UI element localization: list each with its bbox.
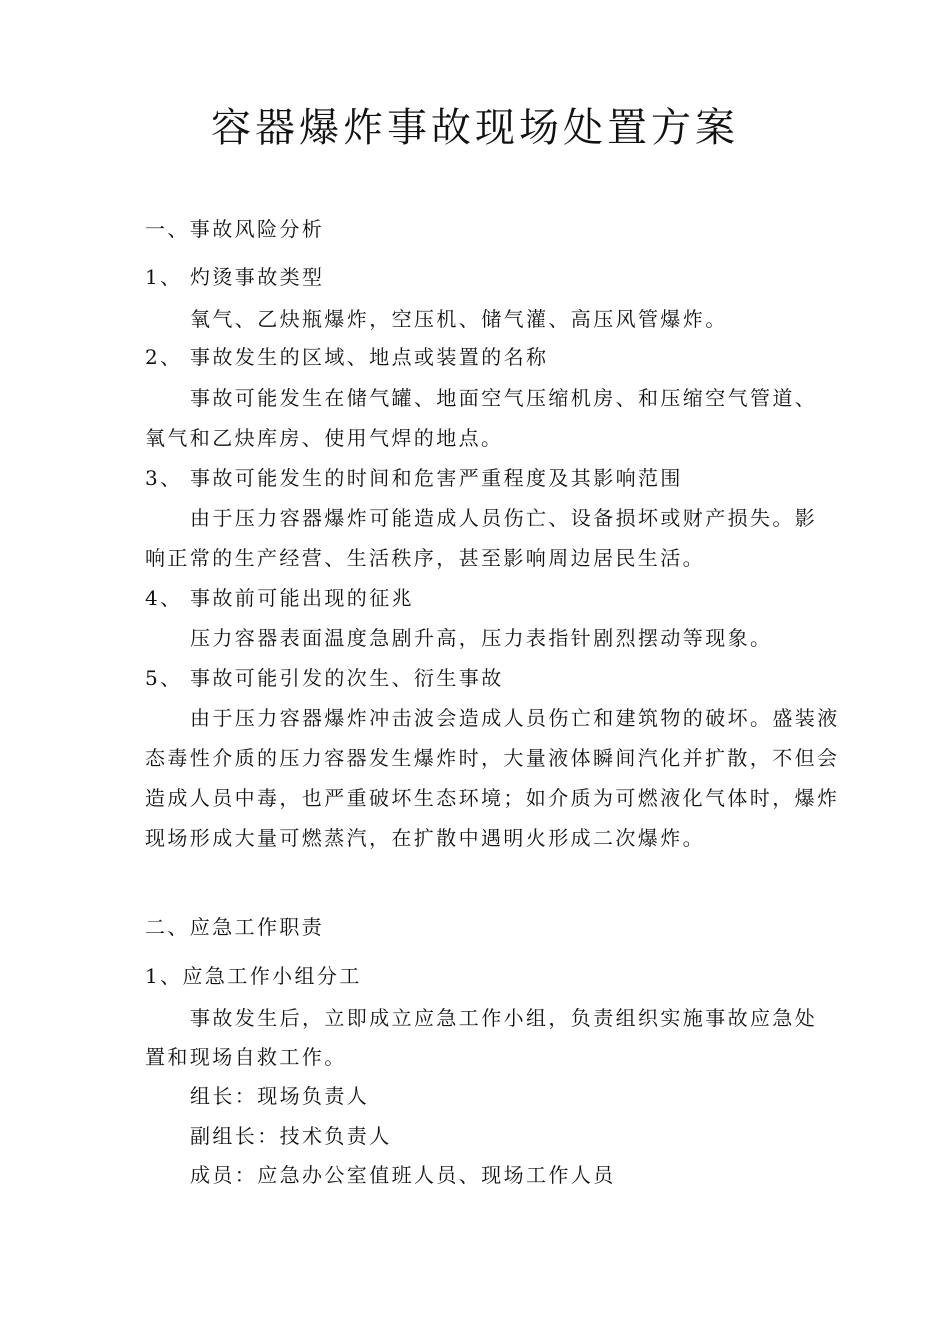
item-label: 事故发生的区域、地点或装置的名称 bbox=[190, 345, 549, 369]
item-label: 灼烫事故类型 bbox=[190, 265, 325, 289]
item-number: 2、 bbox=[145, 345, 183, 369]
paragraph-line: 置和现场自救工作。 bbox=[145, 1045, 347, 1069]
section-heading-risk-analysis: 一、事故风险分析 bbox=[145, 217, 325, 241]
paragraph-line: 由于压力容器爆炸可能造成人员伤亡、设备损坏或财产损失。影 bbox=[190, 506, 818, 530]
paragraph-line: 响正常的生产经营、生活秩序，甚至影响周边居民生活。 bbox=[145, 546, 705, 570]
paragraph-line: 现场形成大量可燃蒸汽，在扩散中遇明火形成二次爆炸。 bbox=[145, 826, 705, 850]
item-label: 事故可能引发的次生、衍生事故 bbox=[190, 666, 504, 690]
item-heading-3 bbox=[145, 464, 810, 492]
item-heading-1 bbox=[145, 263, 810, 291]
role-deputy-leader: 副组长：技术负责人 bbox=[190, 1124, 392, 1148]
item-label: 事故可能发生的时间和危害严重程度及其影响范围 bbox=[190, 466, 683, 490]
item-heading-2 bbox=[145, 343, 810, 371]
paragraph-line: 态毒性介质的压力容器发生爆炸时，大量液体瞬间汽化并扩散，不但会 bbox=[145, 746, 840, 770]
document-title: 容器爆炸事故现场处置方案 bbox=[211, 105, 739, 151]
item-number: 4、 bbox=[145, 586, 183, 610]
item-heading-4 bbox=[145, 584, 810, 612]
paragraph-line: 氧气和乙炔库房、使用气焊的地点。 bbox=[145, 426, 504, 450]
item-label: 事故前可能出现的征兆 bbox=[190, 586, 414, 610]
paragraph-line: 造成人员中毒，也严重破坏生态环境；如介质为可燃液化气体时，爆炸 bbox=[145, 786, 840, 810]
role-members: 成员：应急办公室值班人员、现场工作人员 bbox=[190, 1163, 616, 1187]
paragraph-line: 压力容器表面温度急剧升高，压力表指针剧烈摆动等现象。 bbox=[190, 626, 773, 650]
item-number: 3、 bbox=[145, 466, 183, 490]
sub-heading-team-division: 1、应急工作小组分工 bbox=[145, 964, 362, 988]
role-team-leader: 组长：现场负责人 bbox=[190, 1084, 370, 1108]
section-heading-emergency-duties: 二、应急工作职责 bbox=[145, 915, 325, 939]
paragraph-line: 氧气、乙炔瓶爆炸，空压机、储气灌、高压风管爆炸。 bbox=[190, 307, 728, 331]
item-number: 5、 bbox=[145, 666, 183, 690]
item-number: 1、 bbox=[145, 265, 183, 289]
paragraph-line: 事故发生后，立即成立应急工作小组，负责组织实施事故应急处 bbox=[190, 1006, 818, 1030]
paragraph-line: 由于压力容器爆炸冲击波会造成人员伤亡和建筑物的破坏。盛装液 bbox=[190, 706, 840, 730]
item-heading-5 bbox=[145, 664, 810, 692]
paragraph-line: 事故可能发生在储气罐、地面空气压缩机房、和压缩空气管道、 bbox=[190, 386, 818, 410]
